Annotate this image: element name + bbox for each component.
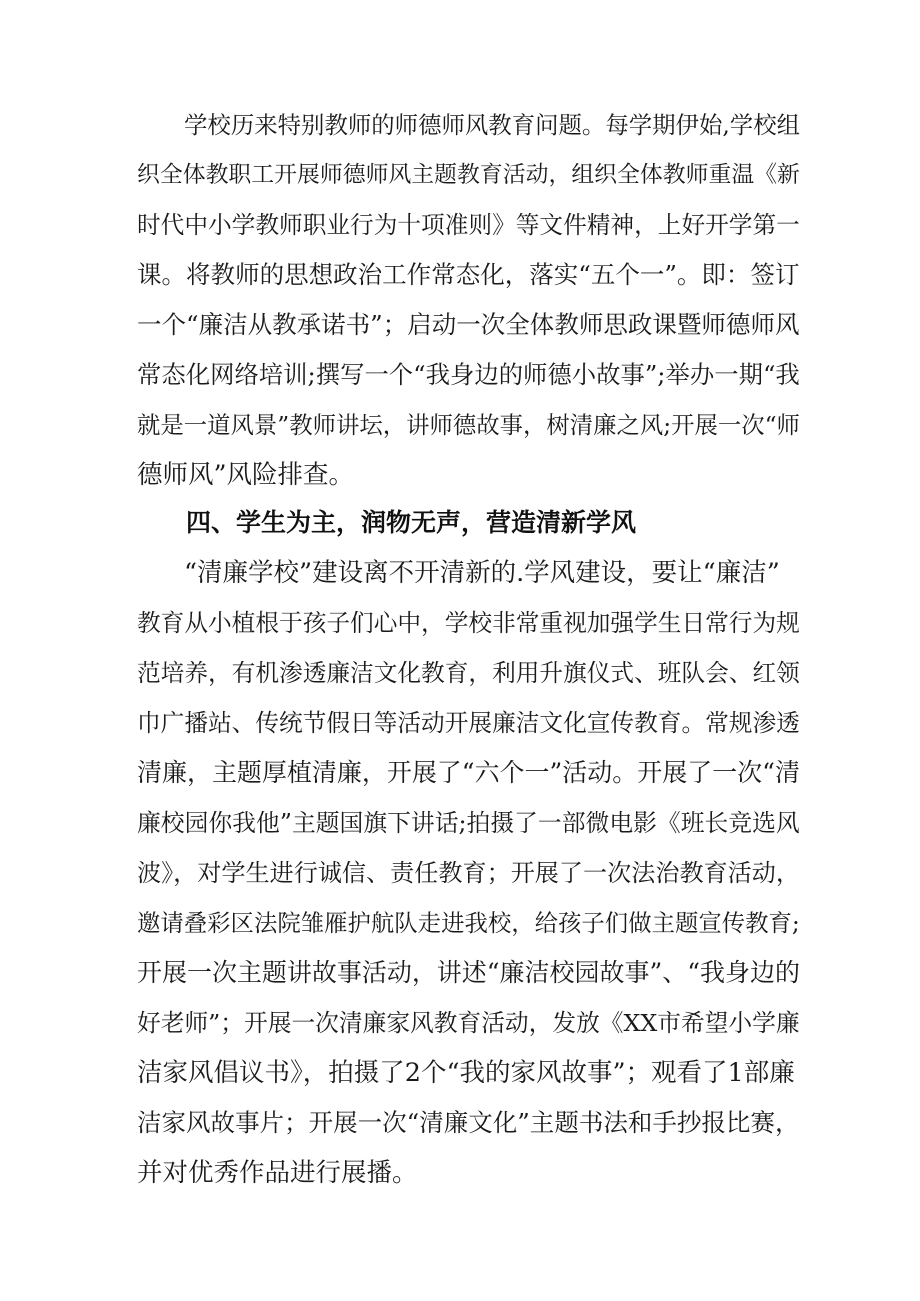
paragraph-2-line: 廉校园你我他”主题国旗下讲话;拍摄了一部微电影《班长竞选风 bbox=[137, 809, 800, 837]
paragraph-2-line: 邀请叠彩区法院雏雁护航队走进我校，给孩子们做主题宣传教育; bbox=[137, 909, 800, 937]
paragraph-1-line: 时代中小学教师职业行为十项准则》等文件精神，上好开学第一 bbox=[137, 211, 800, 239]
paragraph-2-line: 教育从小植根于孩子们心中，学校非常重视加强学生日常行为规 bbox=[137, 609, 800, 637]
paragraph-2-line: 并对优秀作品进行展播。 bbox=[137, 1158, 418, 1188]
paragraph-2-line: 洁家风倡议书》，拍摄了2个“我的家风故事”；观看了1部廉 bbox=[137, 1058, 795, 1088]
paragraph-2-line: 清廉，主题厚植清廉，开展了“六个一”活动。开展了一次“清 bbox=[137, 758, 800, 787]
paragraph-2-line: “清廉学校”建设离不开清新的.学风建设，要让“廉洁” bbox=[184, 558, 780, 588]
paragraph-1-line: 常态化网络培训;撰写一个“我身边的师德小故事”;举办一期“我 bbox=[137, 360, 800, 389]
paragraph-2-line: 开展一次主题讲故事活动，讲述“廉洁校园故事”、“我身边的 bbox=[137, 958, 800, 987]
section-heading: 四、学生为主，润物无声，营造清新学风 bbox=[186, 508, 637, 537]
paragraph-1-line: 织全体教职工开展师德师风主题教育活动，组织全体教师重温《新 bbox=[137, 162, 800, 188]
paragraph-1-line: 就是一道风景”教师讲坛，讲师德故事，树清廉之风;开展一次“师 bbox=[137, 411, 800, 439]
paragraph-1-line: 德师风”风险排查。 bbox=[137, 460, 355, 490]
paragraph-2-line: 好老师”；开展一次清廉家风教育活动，发放《XX市希望小学廉 bbox=[137, 1009, 800, 1037]
paragraph-1-line: 课。将教师的思想政治工作常态化，落实“五个一”。即：签订 bbox=[137, 260, 800, 289]
paragraph-2-line: 范培养，有机渗透廉洁文化教育，利用升旗仪式、班队会、红领 bbox=[137, 659, 800, 687]
paragraph-2-line: 巾广播站、传统节假日等活动开展廉洁文化宣传教育。常规渗透 bbox=[137, 709, 800, 737]
paragraph-1-line: 学校历来特别教师的师德师风教育问题。每学期伊始,学校组 bbox=[184, 111, 801, 139]
paragraph-2-line: 洁家风故事片；开展一次“清廉文化”主题书法和手抄报比赛， bbox=[137, 1108, 800, 1137]
paragraph-2-line: 波》，对学生进行诚信、责任教育；开展了一次法治教育活动， bbox=[137, 859, 801, 887]
paragraph-1-line: 一个“廉洁从教承诺书”；启动一次全体教师思政课暨师德师风 bbox=[137, 310, 800, 339]
